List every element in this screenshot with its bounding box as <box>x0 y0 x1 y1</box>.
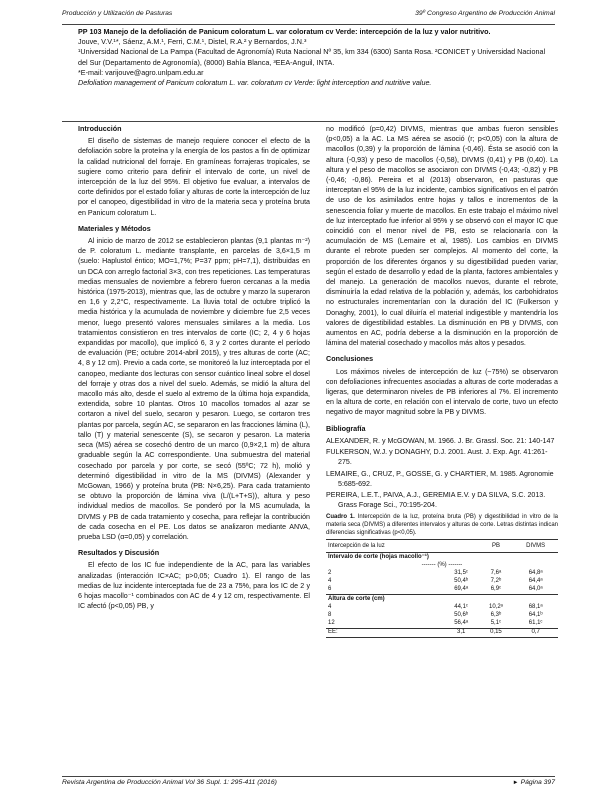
table-header-row <box>326 540 558 553</box>
cell-divms: 68,1ᵃ <box>528 603 543 610</box>
cell-divms: 64,0ᵃ <box>528 586 543 593</box>
header-rule <box>62 24 555 25</box>
conclusions-heading: Conclusiones <box>326 354 374 364</box>
row-label: 12 <box>328 620 335 627</box>
reference-item: ALEXANDER, R. y McGOWAN, M. 1966. J. Br. Grassl. Soc. 21: 140-147 <box>326 436 555 445</box>
paper-title: PP 103 Manejo de la defoliación de Panicum coloratum L. var coloratum cv Verde: intercepción de la luz y valor nutritivo. <box>78 27 491 36</box>
footer-page-number: Página 397 <box>520 779 555 786</box>
reference-item: FULKERSON, W.J. y DONAGHY, D.J. 2001. Aust. J. Exp. Agr. 41:261-275. <box>326 448 548 467</box>
conclusions-paragraph: Los máximos niveles de intercepción de luz (~75%) se observaron con defoliaciones infrecuentes asociadas a alturas de corte moderadas a ligeras, que determinaron niveles de PB inferiores al 7%. El incremento en la altura de corte, en relación con el intervalo de corte, tuvo un efecto negativo de mayor magnitud sobre la PB y DIVMS. <box>326 367 558 417</box>
reference-item: PEREIRA, L.E.T., PAIVA, A.J., GEREMIA E.V. y DA SILVA, S.C. 2013. Grass Forage Sci., 70:195-204. <box>326 490 546 510</box>
intro-paragraph: El diseño de sistemas de manejo requiere conocer el efecto de la defoliación sobre la proteína y la energía de los pastos a fin de optimizar la calidad nutricional del forraje. En gramíneas forrajeras tropicales, se sugiere como criterio para definir el intervalo de corte, un nivel de intercepción de la luz del 95%. El objetivo fue evaluar, a intervalos de corte definidos por el estado foliar y alturas de corte la intercepción de luz por el canopeo, digestibilidad in vitro de la materia seca y proteína bruta en Panicum coloratum L. <box>78 137 310 217</box>
title-rule <box>62 121 555 122</box>
arrow-right-icon: ► <box>512 780 519 786</box>
table-row <box>326 578 558 586</box>
cell-pb: 10,2ᵃ <box>488 603 503 610</box>
results-heading: Resultados y Discusión <box>78 548 160 558</box>
table-section-row <box>326 553 558 562</box>
cell-pb: 7,2ᵇ <box>490 578 502 585</box>
paper-english-title: Defoliation management of Panicum coloratum L. var. coloratum cv Verde: light interception and nutritive value. <box>78 78 432 88</box>
table-row <box>326 570 558 578</box>
cell-divms: 64,1ᵇ <box>528 612 543 618</box>
footer-page <box>513 779 555 786</box>
cell-pb: 0,15 <box>479 628 514 637</box>
running-footer <box>62 779 555 786</box>
table-ee-row <box>326 628 558 637</box>
cell-luz: 56,4ᵃ <box>454 620 469 627</box>
table-row <box>326 620 558 629</box>
results-continued-paragraph: no modificó (p=0,42) DIVMS, mientras que ambas fueron sensibles (p<0,05) a la AC. La MS aérea se asoció (r; p<0,05) con la altura de macollos (0,39) y la proporción de lámina (-0,46). Ésta se asoció con la altura (-0,93) y peso de macollos (-0,58), DIVMS (0,41) y PB (0,40). La altura y el peso de macollos se asociaron con DIVMS (-0,43; -0,82) y PB (-0,46; -0,86). Pereira et al (2013) observaron, en pasturas que interceptan el 95% de la luz incidente, cambios significativos en el patrón de uso de los asimilados entre hojas y tallos e incrementos de la senescencia foliar y muerte de macollos. En este trabajo el máximo nivel de luz interceptado fue inferior al 95% y se observó con el mayor IC que coincidió con el menor nivel de PB, esto se relacionaría con la acumulación de MS (Lemaire et al, 1985). Los cambios en DIVMS durante el rebrote pueden ser complejos. Al momento del corte, la proporción de los diferentes órganos y su digestibilidad pueden variar, según el estado de desarrollo y edad de la planta, factores ambientales y del manejo. La generación de macollos nuevos, durante el rebrote, disminuiría la edad relativa de la población y, además, los carbohidratos no estructurales incrementarían con la duración del IC (Fulkerson y Donaghy, 2001), lo cual diluiría el material indigestible y mantendría los valores de digestibilidad estables. La disminución en PB y DIVMS, con aumentos en AC, podría deberse a la disminución en la proporción de lámina del material cosechado y macollos más altos y pesados. <box>326 125 558 348</box>
paper-affiliation: ¹Universidad Nacional de La Pampa (Facultad de Agronomía) Ruta Nacional Nº 35, km 334 (6300) Santa Rosa. ²CONICET y Universidad Nacional del Sur (Departamento de Agronomía), (8000) Bahía Blanca, ³EEA-Anguil, INTA. <box>78 47 546 67</box>
cell-divms: 61,1ᶜ <box>528 620 543 627</box>
right-column <box>326 124 558 638</box>
cell-luz: 50,4ᵇ <box>454 578 469 585</box>
table-row <box>326 612 558 620</box>
table-row <box>326 586 558 595</box>
row-label: 6 <box>328 586 332 593</box>
col-header-luz: Intercepción de la luz <box>326 540 444 553</box>
cell-pb: 6,9ᶜ <box>490 586 502 593</box>
footer-journal: Revista Argentina de Producción Animal Vol 36 Supl. 1: 295-411 (2016) <box>62 779 277 786</box>
col-header-blank <box>444 540 479 553</box>
methods-paragraph: Al inicio de marzo de 2012 se establecieron plantas (9,1 plantas m⁻²) de P. coloratum L. mediante transplante, en parcelas de 3,6×1,5 m (suelo: Haplustol éntico; MO=1,7%; P=37 ppm; pH=7,1), distribuidas en un DCA con arreglo factorial 3×3, con tres repeticiones. Las temperaturas medias mensuales de noviembre a febrero fueron cercanas a la media histórica (1975-2013), mientras que, las de octubre y marzo la superaron en 1,6 y 2,2°C, respectivamente. La lluvia total de octubre triplicó la media histórica y la acumulada de noviembre y diciembre fue 2,5 veces menor, luego presentó valores mensuales similares a la media. Los tratamientos consistieron en tres intervalos de corte (IC; 2, 4 y 6 hojas expandidas por macollo), que implicó 6, 3 y 2 cortes durante el período de evaluación (PE; octubre 2014-abril 2015), y tres alturas de corte (AC; 4, 8 y 12 cm). Previo a cada corte, se monitoreó la luz interceptada por el canopeo, mediante dos lecturas con sensor cuántico lineal sobre el dosel del forraje y otras dos a nivel del suelo. Además, se midió la altura del macollo más alto, desde el suelo al extremo de la última hoja expandida, extendida, sobre 10 plantas. Otros 10 macollos tomados al azar se cortaron a nivel del suelo, secaron y pesaron. Luego, se cortaron tres plantas por parcela, según AC, se separaron en las fracciones lámina (L), tallo (T) y material senescente (S), se secaron y pesaron. La materia seca (MS) aérea se cosechó dentro de un marco (0,9×2,1 m) de altura graduable según la AC correspondiente. Una submuestra del material cosechado por parcela y por corte, se secó (55ºC; 72 h), molió y determinó digestibilidad in vitro de la MS (DIVMS) (Alexander y McGowan, 1966) y proteína bruta (PB: N×6,25). Para cada tratamiento se obtuvo la proporción de lámina viva (L/(L+T+S)), altura y peso individual medios de macollos. Se ponderó por la MS acumulada, la DIVMS y PB de cada tratamiento y cosecha, para reflejar la contribución de cada cosecha en el PE. Los datos se analizaron mediante ANVA, prueba LSD (α=0,05) y correlación. <box>78 237 310 541</box>
running-header <box>62 10 555 22</box>
reference-item: LEMAIRE, G., CRUZ, P., GOSSE, G. y CHARTIER, M. 1985. Agronomie 5:685-692. <box>326 469 554 488</box>
cell-divms: 64,4ᵃ <box>528 578 543 585</box>
cell-luz: 69,4ᵃ <box>454 586 469 593</box>
section-title: Altura de corte (cm) <box>326 595 558 604</box>
table-units-row <box>326 561 558 569</box>
units-label: ------- (%) ------- <box>421 561 463 568</box>
bibliography-heading: Bibliografía <box>326 423 366 433</box>
cell-divms: 64,8ᵃ <box>528 570 543 577</box>
footer-rule <box>62 776 555 777</box>
col-header-pb: PB <box>479 540 514 553</box>
header-section: Producción y Utilización de Pasturas <box>62 10 173 17</box>
cell-divms: 0,7 <box>513 628 558 637</box>
table-row <box>326 603 558 611</box>
table-caption-label: Cuadro 1. <box>326 514 355 521</box>
cell-luz: 31,5ᶜ <box>454 570 469 577</box>
cell-luz: 50,6ᵇ <box>454 612 469 618</box>
row-label: 4 <box>328 578 332 585</box>
table-section-row <box>326 595 558 604</box>
paper-authors: Jouve, V.V.¹*, Sáenz, A.M.¹, Ferri, C.M.¹, Distel, R.A.² y Bernardos, J.N.³ <box>78 37 307 47</box>
left-column <box>78 124 310 611</box>
title-block <box>78 27 555 88</box>
methods-heading: Materiales y Métodos <box>78 223 151 233</box>
row-label: 8 <box>328 612 332 618</box>
cell-luz: 3,1 <box>444 628 479 637</box>
section-title: Intervalo de corte (hojas macollo⁻¹) <box>326 553 558 562</box>
ee-label: EE: <box>326 628 444 637</box>
results-table <box>326 539 558 638</box>
paper-email[interactable]: *E-mail: varijouve@agro.unlpam.edu.ar <box>78 67 204 77</box>
header-congress: 39º Congreso Argentino de Producción Animal <box>415 10 555 17</box>
cell-pb: 7,6ᵃ <box>490 570 502 577</box>
table-caption <box>326 514 558 537</box>
col-header-divms: DIVMS <box>513 540 558 553</box>
row-label: 2 <box>328 570 332 577</box>
row-label: 4 <box>328 603 332 610</box>
cell-luz: 44,1ᶜ <box>454 603 469 610</box>
results-paragraph: El efecto de los IC fue independiente de la AC, para las variables analizadas (interacción IC×AC; p>0,05; Cuadro 1). El rango de las medias de luz incidente interceptada fue de 23 a 75%, para los IC de 2 y 6 hojas macollo⁻¹ combinados con AC de 4 y 12 cm, respectivamente. El IC afectó (p<0,05) PB, y <box>78 561 310 611</box>
table-caption-text: Intercepción de la luz, proteína bruta (PB) y digestibilidad in vitro de la materia seca (DIVMS) a diferentes intervalos y alturas de corte. Letras distintas indican diferencias significativas (p<0,05). <box>326 514 559 536</box>
intro-heading: Introducción <box>78 124 122 133</box>
cell-pb: 6,3ᵇ <box>490 612 502 618</box>
cell-pb: 5,1ᶜ <box>490 620 502 627</box>
